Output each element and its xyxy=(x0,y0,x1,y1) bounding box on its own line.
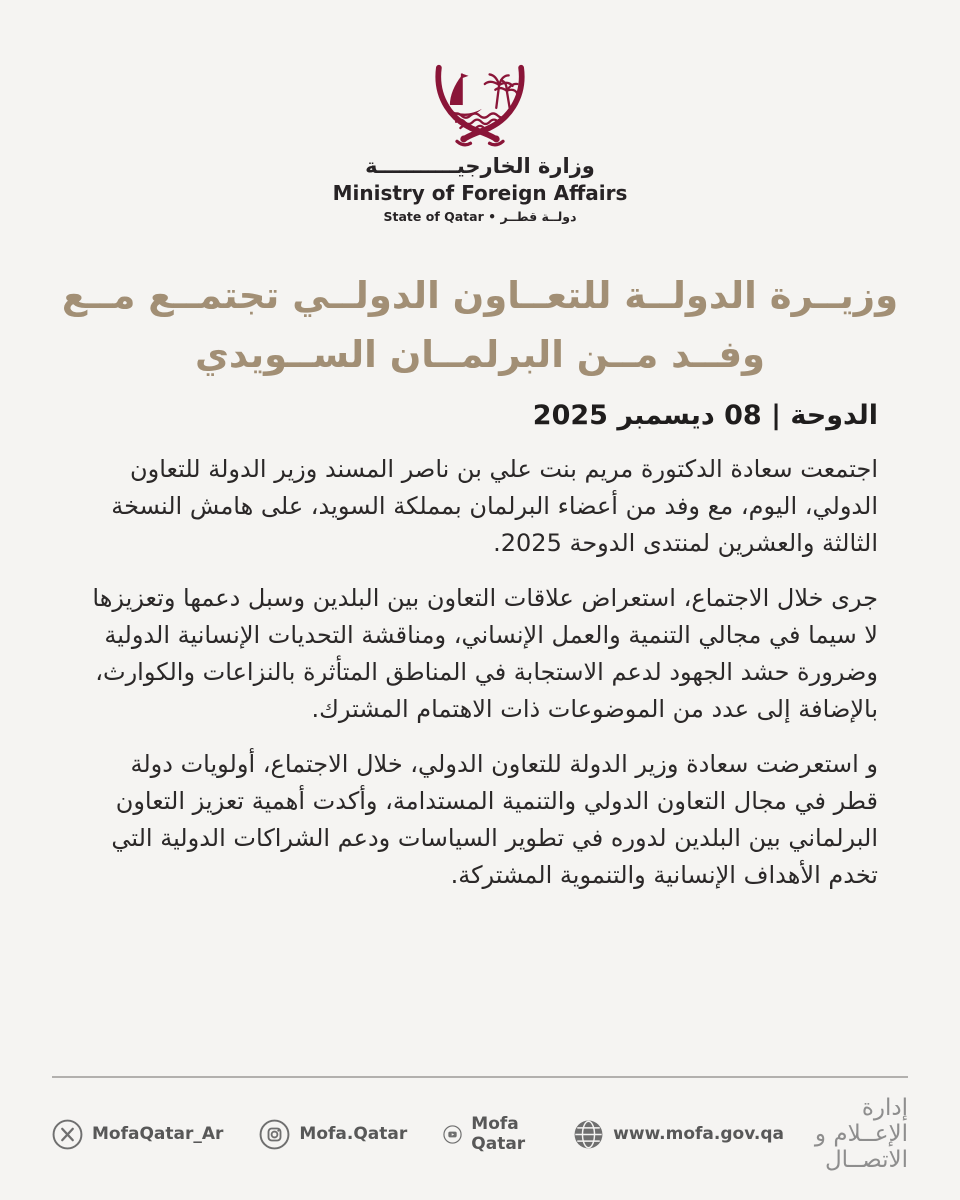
article-body xyxy=(80,400,878,912)
x-icon xyxy=(52,1119,83,1150)
website-url: www.mofa.gov.qa xyxy=(613,1124,785,1144)
paragraph-3: و استعرضت سعادة وزير الدولة للتعاون الدولي، خلال الاجتماع، أولويات دولة قطر في مجال التعاون الدولي والتنمية المستدامة، وأكدت أهمية تعزيز التعاون البرلماني بين البلدين لدوره في تطوير السياسات ودعم الشراكات الدولية التي تخدم الأهداف الإنسانية والتنموية المشتركة. xyxy=(111,750,878,889)
instagram-icon xyxy=(259,1119,290,1150)
youtube-icon xyxy=(443,1119,462,1150)
press-release-headline xyxy=(0,266,960,384)
paragraph-2: جرى خلال الاجتماع، استعراض علاقات التعاون بين البلدين وسبل دعمها وتعزيزها لا سيما في مجالي التنمية والعمل الإنساني، ومناقشة التحديات الإنسانية الدولية وضرورة حشد الجهود لدعم الاستجابة في المناطق المتأثرة بالنزاعات والكوارث، بالإضافة إلى عدد من الموضوعات ذات الاهتمام المشترك. xyxy=(92,584,878,723)
headline-line-2: وفــد مــن البرلمــان الســويدي xyxy=(194,333,766,376)
headline-line-1: وزيــرة الدولــة للتعــاون الدولــي تجتمــع مــع xyxy=(61,274,899,317)
state-of-qatar-line: دولــة قطــر • State of Qatar xyxy=(383,209,577,224)
ministry-name-arabic: وزارة الخارجيـــــــــــة xyxy=(365,154,595,178)
globe-icon xyxy=(573,1119,604,1150)
footer-divider xyxy=(52,1076,908,1078)
social-item-website[interactable] xyxy=(573,1119,784,1150)
footer xyxy=(52,1095,908,1173)
youtube-handle: Mofa Qatar xyxy=(471,1114,526,1154)
instagram-handle: Mofa.Qatar xyxy=(299,1124,408,1144)
qatar-mofa-emblem-icon xyxy=(421,62,539,150)
dhow-boat-icon xyxy=(447,73,481,116)
ministry-name-english: Ministry of Foreign Affairs xyxy=(332,181,628,205)
paragraph-1: اجتمعت سعادة الدكتورة مريم بنت علي بن ناصر المسند وزير الدولة للتعاون الدولي، اليوم، مع وفد من أعضاء البرلمان بمملكة السويد، على هامش النسخة الثالثة والعشرين لمنتدى الدوحة 2025. xyxy=(111,455,878,557)
social-links xyxy=(52,1114,784,1154)
dateline: الدوحة | 08 ديسمبر 2025 xyxy=(532,400,878,431)
x-handle: MofaQatar_Ar xyxy=(92,1124,224,1144)
social-item-instagram[interactable] xyxy=(259,1119,407,1150)
department-label: إدارة الإعــلام و الاتصــال xyxy=(814,1095,908,1173)
social-item-x[interactable] xyxy=(52,1119,223,1150)
mofa-logo-block xyxy=(0,62,960,224)
social-item-youtube[interactable] xyxy=(443,1114,537,1154)
